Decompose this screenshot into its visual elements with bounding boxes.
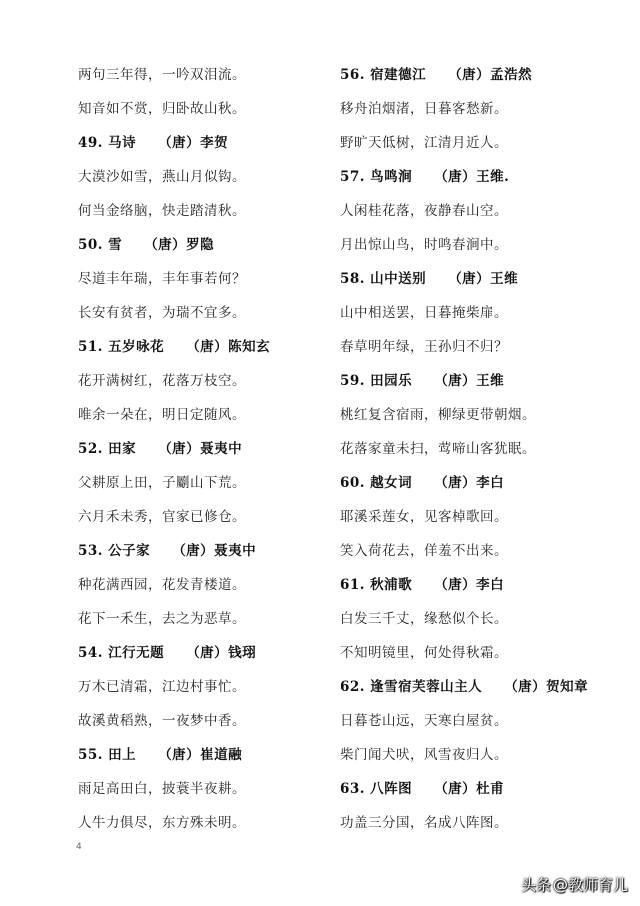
poem-verse-line: 花下一禾生，去之为恶草。 [78,611,246,627]
poem-number-title: 52. 田家 [78,441,137,457]
poem-dynasty-author: （唐）钱珝 [186,645,257,661]
poem-verse-line: 尽道丰年瑞，丰年事若何？ [78,271,246,287]
watermark-account: @教师育儿 [552,875,628,894]
poem-number-title: 55. 田上 [78,747,137,763]
poem-verse-line: 月出惊山鸟，时鸣春涧中。 [340,237,508,253]
poem-number-title: 57. 鸟鸣涧 [340,169,413,185]
poem-verse-line: 两句三年得，一吟双泪流。 [78,67,246,83]
poem-verse-line: 功盖三分国，名成八阵图。 [340,815,508,831]
poem-verse-line: 花落家童未扫，莺啼山客犹眠。 [340,441,536,457]
poem-title [340,168,509,186]
poem-dynasty-author: （唐）李贺 [158,135,229,151]
poem-verse-line: 故溪黄稻熟，一夜梦中香。 [78,713,246,729]
poem-verse-line: 柴门闻犬吠，风雪夜归人。 [340,747,508,763]
poem-verse-line: 野旷天低树，江清月近人。 [340,135,508,151]
poem-verse-line: 何当金络脑，快走踏清秋。 [78,203,246,219]
poem-verse-line: 六月禾未秀，官家已修仓。 [78,509,246,525]
watermark-source: 头条 [520,875,551,894]
poem-verse-line: 花开满树红，花落万枝空。 [78,373,246,389]
poem-number-title: 59. 田园乐 [340,373,413,389]
poem-verse-line: 白发三千丈，缘愁似个长。 [340,611,508,627]
poem-verse-line: 种花满西园，花发青楼道。 [78,577,246,593]
poem-number-title: 58. 山中送别 [340,271,427,287]
poem-verse-line: 大漠沙如雪，燕山月似钩。 [78,169,246,185]
poem-verse-line: 移舟泊烟渚，日暮客愁新。 [340,101,508,117]
poem-number-title: 56. 宿建德江 [340,67,427,83]
poem-dynasty-author: （唐）陈知玄 [186,339,271,355]
poem-dynasty-author: （唐）王维 [448,271,519,287]
poem-number-title: 60. 越女词 [340,475,413,491]
poem-verse-line: 笑入荷花去，佯羞不出来。 [340,543,508,559]
toutiao-watermark [521,872,630,896]
poem-title [340,66,532,84]
poem-dynasty-author: （唐）贺知章 [504,679,589,695]
poem-number-title: 62. 逢雪宿芙蓉山主人 [340,679,483,695]
poem-number-title: 51. 五岁咏花 [78,339,165,355]
poem-title [340,576,504,594]
page-number: 4 [76,842,82,852]
poem-dynasty-author: （唐）李白 [434,475,505,491]
poem-dynasty-author: （唐）聂夷中 [158,441,243,457]
poem-dynasty-author: （唐）杜甫 [434,781,505,797]
poem-number-title: 63. 八阵图 [340,781,413,797]
poem-dynasty-author: （唐）王维 [434,373,505,389]
poem-verse-line: 长安有贫者，为瑞不宜多。 [78,305,246,321]
poem-dynasty-author: （唐）李白 [434,577,505,593]
poem-verse-line: 山中相送罢，日暮掩柴扉。 [340,305,508,321]
poem-dynasty-author: （唐）聂夷中 [172,543,257,559]
poem-title [78,542,256,560]
poem-title [78,134,228,152]
poem-verse-line: 日暮苍山远，天寒白屋贫。 [340,713,508,729]
poem-title [340,270,518,288]
poem-verse-line: 知音如不赏，归卧故山秋。 [78,101,246,117]
poem-verse-line: 雨足高田白，披蓑半夜耕。 [78,781,246,797]
poem-verse-line: 人闲桂花落，夜静春山空。 [340,203,508,219]
poem-number-title: 50. 雪 [78,237,123,253]
poem-dynasty-author: （唐）孟浩然 [448,67,533,83]
poem-title [78,440,242,458]
poem-title [340,474,504,492]
poem-title [78,236,214,254]
poem-verse-line: 唯余一朵在，明日定随风。 [78,407,246,423]
poem-verse-line: 人牛力俱尽，东方殊未明。 [78,815,246,831]
poem-verse-line: 耶溪采莲女，见客棹歌回。 [340,509,508,525]
poem-dynasty-author: （唐）王维. [434,169,510,185]
poem-verse-line: 春草明年绿，王孙归不归？ [340,339,508,355]
poem-title [78,644,256,662]
poem-title [340,678,588,696]
poem-dynasty-author: （唐）罗隐 [144,237,215,253]
poem-verse-line: 桃红复含宿雨，柳绿更带朝烟。 [340,407,536,423]
poem-title [340,372,504,390]
poem-dynasty-author: （唐）崔道融 [158,747,243,763]
poem-title [340,780,504,798]
poem-title [78,746,242,764]
poem-number-title: 61. 秋浦歌 [340,577,413,593]
poem-verse-line: 父耕原上田，子劚山下荒。 [78,475,246,491]
poem-verse-line: 不知明镜里，何处得秋霜。 [340,645,508,661]
poem-number-title: 53. 公子家 [78,543,151,559]
poem-verse-line: 万木已清霜，江边村事忙。 [78,679,246,695]
poem-title [78,338,270,356]
poem-number-title: 49. 马诗 [78,135,137,151]
poem-number-title: 54. 江行无题 [78,645,165,661]
